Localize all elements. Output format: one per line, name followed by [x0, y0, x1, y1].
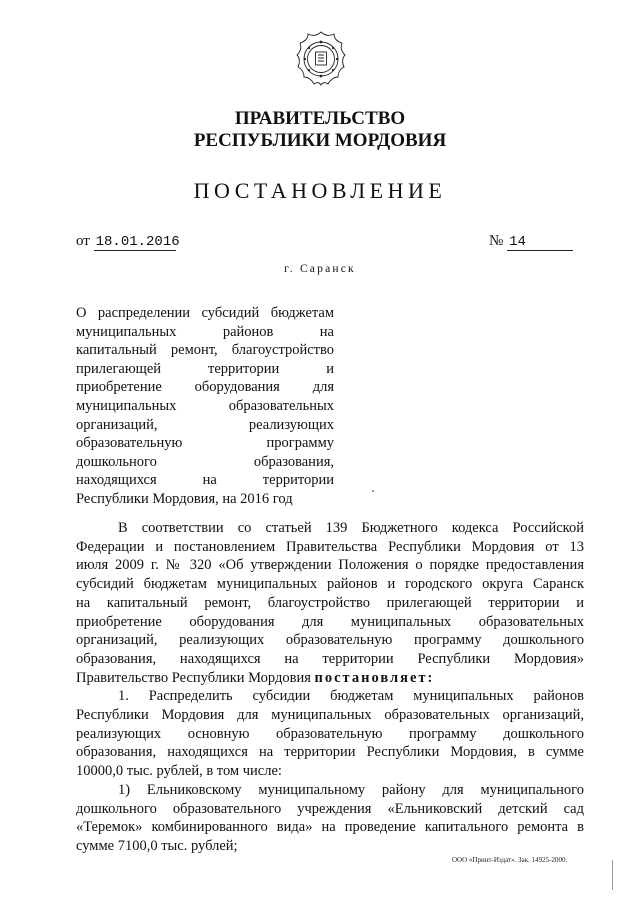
- body-line: субсидий бюджетам муниципальных районов и городского округа Саранск: [76, 576, 584, 593]
- body-line: образования, находящихся на территории Республики Мордовия, в сумме: [76, 744, 584, 761]
- body-line: дошкольного образовательного учреждения «Ельниковский детский сад: [76, 800, 584, 817]
- body-line-decree: [76, 669, 584, 688]
- body-line: сумме 7100,0 тыс. рублей;: [76, 837, 238, 854]
- body-line: Федерации и постановлением Правительства Республики Мордовия от 13: [76, 538, 584, 555]
- subject-line: капитальный ремонт, благоустройство: [76, 342, 334, 359]
- decree-title: ПОСТАНОВЛЕНИЕ: [193, 178, 447, 203]
- subject-line: муниципальных районов на: [76, 323, 334, 340]
- body-line: июля 2009 г. № 320 «Об утверждении Положения о порядке предоставления: [76, 557, 584, 574]
- subject-line: дошкольного образования,: [76, 453, 334, 470]
- city-line: г. Саранск: [284, 263, 356, 275]
- scan-speck: [372, 490, 374, 492]
- subject-line: Республики Мордовия, на 2016 год: [76, 490, 293, 507]
- decree-date: [76, 233, 180, 251]
- body-line: на капитальный ремонт, благоустройство прилегающей территории и: [76, 594, 584, 611]
- body-line: «Теремок» комбинированного вида» на проведение капитального ремонта в: [76, 819, 584, 836]
- printer-note: ООО «Принт-Издат». Зак. 14925-2000.: [452, 856, 568, 864]
- body-line: приобретение оборудования для муниципальных образовательных: [76, 613, 584, 630]
- org-name-line1: ПРАВИТЕЛЬСТВО: [234, 108, 406, 129]
- subject-line: О распределении субсидий бюджетам: [76, 305, 334, 321]
- decree-verb: постановляет:: [314, 669, 435, 686]
- body-line: образования, находящихся на территории Республики Мордовия»: [76, 650, 584, 667]
- org-name-line2: РЕСПУБЛИКИ МОРДОВИЯ: [193, 130, 447, 151]
- body-line: 10000,0 тыс. рублей, в том числе:: [76, 763, 282, 780]
- subject-line: организаций, реализующих: [76, 416, 334, 433]
- number-prefix: №: [489, 233, 504, 249]
- body-line: В соответствии со статьей 139 Бюджетного кодекса Российской: [118, 520, 584, 536]
- decree-subject: [76, 304, 334, 509]
- number-value: 14: [509, 234, 526, 250]
- body-line: реализующих основную образовательную программу дошкольного: [76, 725, 584, 742]
- decree-number: [489, 233, 573, 251]
- government-name: Правительство Республики Мордовия: [76, 669, 311, 686]
- decree-body: [76, 519, 584, 856]
- date-prefix: от: [76, 233, 90, 249]
- body-line: Республики Мордовия для муниципальных образовательных организаций,: [76, 707, 584, 724]
- scan-mark: [612, 860, 613, 890]
- subject-line: муниципальных образовательных: [76, 397, 334, 414]
- body-line: 1. Распределить субсидии бюджетам муниципальных районов: [118, 688, 584, 705]
- subject-line: приобретение оборудования для: [76, 379, 334, 396]
- date-value: 18.01.2016: [95, 234, 180, 250]
- subject-line: прилегающей территории и: [76, 360, 334, 377]
- body-line: 1) Ельниковскому муниципальному району для муниципального: [118, 781, 584, 798]
- subject-line: находящихся на территории: [76, 472, 334, 489]
- coat-of-arms-icon: [294, 30, 348, 88]
- body-line: организаций, реализующих образовательную программу дошкольного: [76, 632, 584, 649]
- subject-line: образовательную программу: [76, 435, 334, 452]
